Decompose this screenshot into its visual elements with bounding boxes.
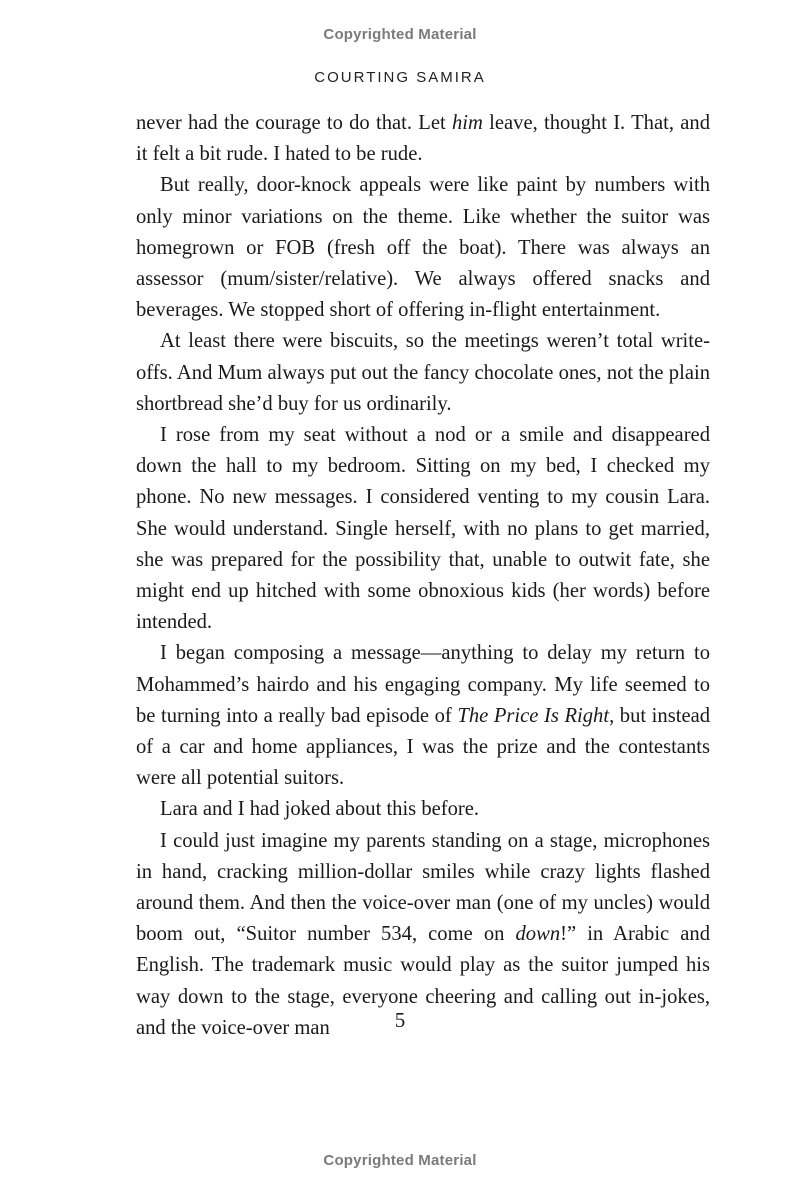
paragraph bbox=[136, 326, 710, 420]
paragraph bbox=[136, 794, 710, 825]
text-run: leave, thought I. That, and it felt a bit rude. I hated to be rude. bbox=[136, 112, 710, 166]
emphasis-run: him bbox=[452, 112, 483, 134]
text-run: I could just imagine my parents standing on a stage, microphones in hand, cracking million-dollar smiles while crazy lights flashed around them. And then the voice-over man (one of my uncles) would boom out, “Suitor number 534, come on bbox=[136, 829, 710, 946]
emphasis-run: down bbox=[515, 923, 561, 946]
paragraph bbox=[136, 170, 710, 326]
emphasis-run: The Price Is Right bbox=[457, 704, 610, 727]
copyright-watermark-bottom: Copyrighted Material bbox=[323, 1152, 477, 1169]
paragraph-continued bbox=[136, 108, 710, 170]
text-run: never had the courage to do that. Let bbox=[136, 112, 452, 134]
running-head: COURTING SAMIRA bbox=[314, 69, 486, 86]
page-number: 5 bbox=[394, 1008, 406, 1032]
text-run: At least there were biscuits, so the meetings weren’t total write-offs. And Mum always put out the fancy chocolate ones, not the plain shortbread she’d buy for us ordinarily. bbox=[136, 330, 710, 415]
paragraph bbox=[136, 420, 710, 638]
text-run: But really, door-knock appeals were like paint by numbers with only minor variations on the theme. Like whether the suitor was homegrown or FOB (fresh off the boat). There was always an assessor (mum/sister/relative). We always offered snacks and beverages. We stopped short of offering in-flight entertainment. bbox=[136, 174, 710, 322]
text-run: !” in Arabic and English. The trademark music would play as the suitor jumped his way down to the stage, everyone cheering and calling out in-jokes, and the voice-over man bbox=[136, 923, 710, 1039]
paragraph bbox=[136, 638, 710, 794]
copyright-watermark-top: Copyrighted Material bbox=[323, 26, 477, 43]
text-run: I began composing a message—anything to delay my return to Mohammed’s hairdo and his engaging company. My life seemed to be turning into a really bad episode of bbox=[136, 642, 710, 727]
body-text bbox=[136, 108, 710, 1044]
text-run: Lara and I had joked about this before. bbox=[160, 798, 480, 821]
text-run: , but instead of a car and home appliances, I was the prize and the contestants were all potential suitors. bbox=[136, 704, 711, 790]
text-run: I rose from my seat without a nod or a smile and disappeared down the hall to my bedroom. Sitting on my bed, I checked my phone. No new messages. I considered venting to my cousin Lara. She would understand. Single herself, with no plans to get married, she was prepared for the possibility that, unable to outwit fate, she might end up hitched with some obnoxious kids (her words) before intended. bbox=[136, 424, 710, 634]
